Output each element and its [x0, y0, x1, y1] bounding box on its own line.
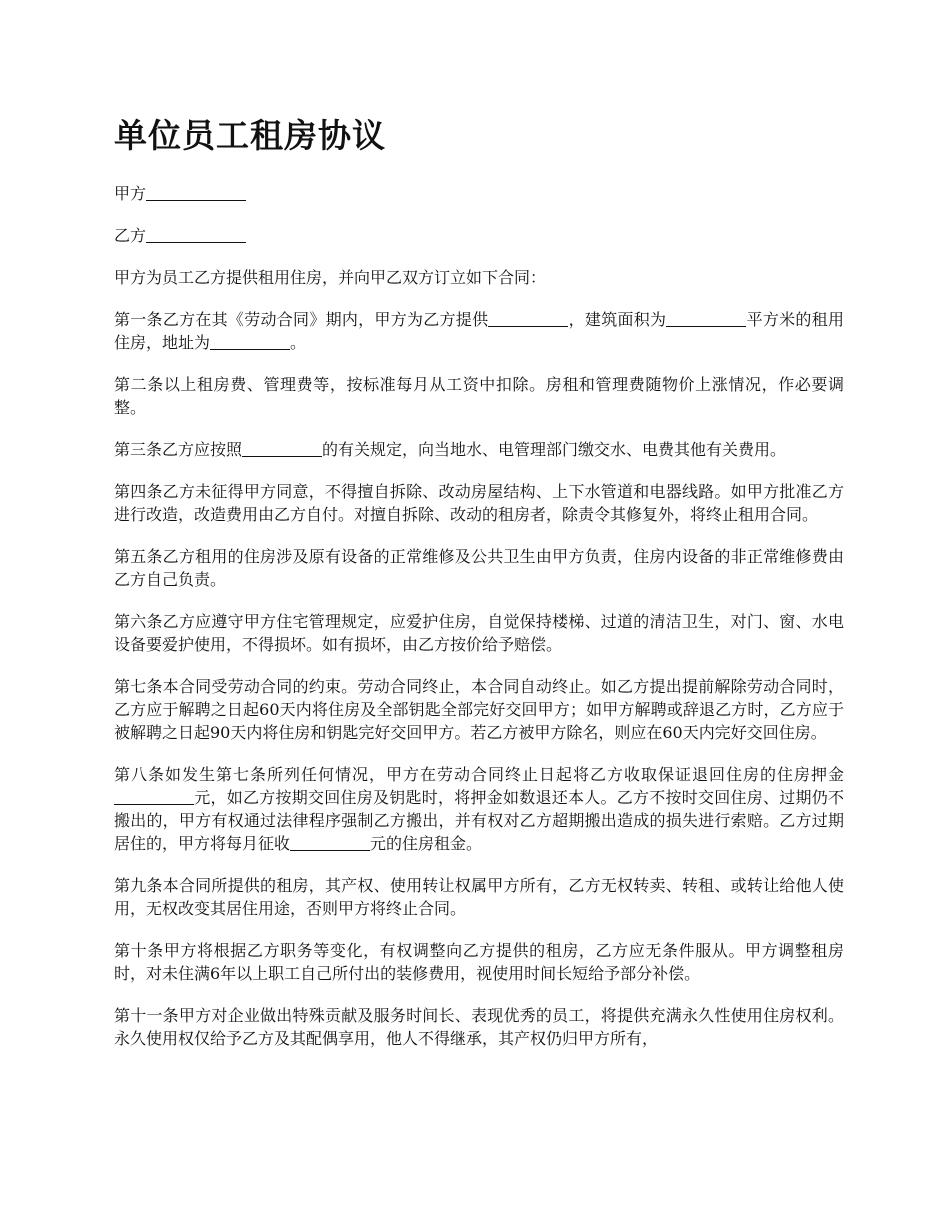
article-2: 第二条以上租房费、管理费等，按标准每月从工资中扣除。房租和管理费随物价上涨情况，作必要调整。: [114, 375, 844, 417]
article-3-blank: [242, 440, 322, 457]
article-1-text-1: 第一条乙方在其《劳动合同》期内，甲方为乙方提供: [114, 310, 489, 329]
party-b-blank: [146, 226, 246, 243]
article-9: 第九条本合同所提供的租房，其产权、使用转让权属甲方所有，乙方无权转卖、转租、或转让给他人使用，无权改变其居住用途，否则甲方将终止合同。: [114, 876, 844, 918]
article-6: 第六条乙方应遵守甲方住宅管理规定，应爱护住房，自觉保持楼梯、过道的清洁卫生，对门、窗、水电设备要爱护使用，不得损坏。如有损坏，由乙方按价给予赔偿。: [114, 612, 844, 654]
party-a-blank: [146, 184, 246, 201]
article-8-text-2: 元，如乙方按期交回住房及钥匙时，将押金如数退还本人。乙方不按时交回住房、过期仍不搬出的，甲方有权通过法律程序强制乙方搬出，并有权对乙方超期搬出造成的损失进行索赔。乙方过期居住的，甲方将每月征收: [114, 788, 844, 853]
article-1-blank-type: [488, 310, 568, 327]
article-10: 第十条甲方将根据乙方职务等变化，有权调整向乙方提供的租房，乙方应无条件服从。甲方调整租房时，对未住满6年以上职工自己所付出的装修费用，视使用时间长短给予部分补偿。: [114, 941, 844, 983]
article-1-blank-address: [210, 333, 290, 350]
article-1-text-2: ，建筑面积为: [568, 310, 667, 329]
article-4: 第四条乙方未征得甲方同意，不得擅自拆除、改动房屋结构、上下水管道和电器线路。如甲方批准乙方进行改造，改造费用由乙方自付。对擅自拆除、改动的租房者，除责令其修复外，将终止租用合同。: [114, 482, 844, 524]
party-a-label: 甲方: [114, 184, 147, 203]
party-a-line: [114, 182, 844, 205]
article-8: [114, 763, 844, 855]
article-11: 第十一条甲方对企业做出特殊贡献及服务时间长、表现优秀的员工，将提供充满永久性使用住房权利。永久使用权仅给予乙方及其配偶享用，他人不得继承，其产权仍归甲方所有，: [114, 1006, 844, 1048]
document-page: [114, 112, 844, 1069]
article-8-blank-deposit: [114, 788, 194, 805]
article-3: [114, 438, 844, 461]
article-8-text-3: 元的住房租金。: [370, 834, 483, 853]
document-title: 单位员工租房协议: [114, 116, 386, 155]
intro-paragraph: 甲方为员工乙方提供租用住房，并向甲乙双方订立如下合同：: [114, 268, 547, 287]
party-b-label: 乙方: [114, 226, 147, 245]
article-5: 第五条乙方租用的住房涉及原有设备的正常维修及公共卫生由甲方负责，住房内设备的非正常维修费由乙方自己负责。: [114, 547, 844, 589]
article-1-text-3: 平方米的租用住房，地址为: [114, 310, 844, 352]
article-1-text-4: 。: [290, 333, 307, 352]
article-3-text-2: 的有关规定，向当地水、电管理部门缴交水、电费其他有关费用。: [322, 440, 787, 459]
party-b-line: [114, 224, 844, 247]
article-7: 第七条本合同受劳动合同的约束。劳动合同终止，本合同自动终止。如乙方提出提前解除劳动合同时，乙方应于解聘之日起60天内将住房及全部钥匙全部完好交回甲方；如甲方解聘或辞退乙方时，乙方应于被解聘之日起90天内将住房和钥匙完好交回甲方。若乙方被甲方除名，则应在60天内完好交回住房。: [114, 677, 844, 742]
article-1-blank-area: [666, 310, 746, 327]
article-8-blank-rent: [290, 834, 370, 851]
article-1: [114, 308, 844, 354]
article-3-text-1: 第三条乙方应按照: [114, 440, 243, 459]
article-8-text-1: 第八条如发生第七条所列任何情况，甲方在劳动合同终止日起将乙方收取保证退回住房的住房押金: [114, 765, 844, 784]
